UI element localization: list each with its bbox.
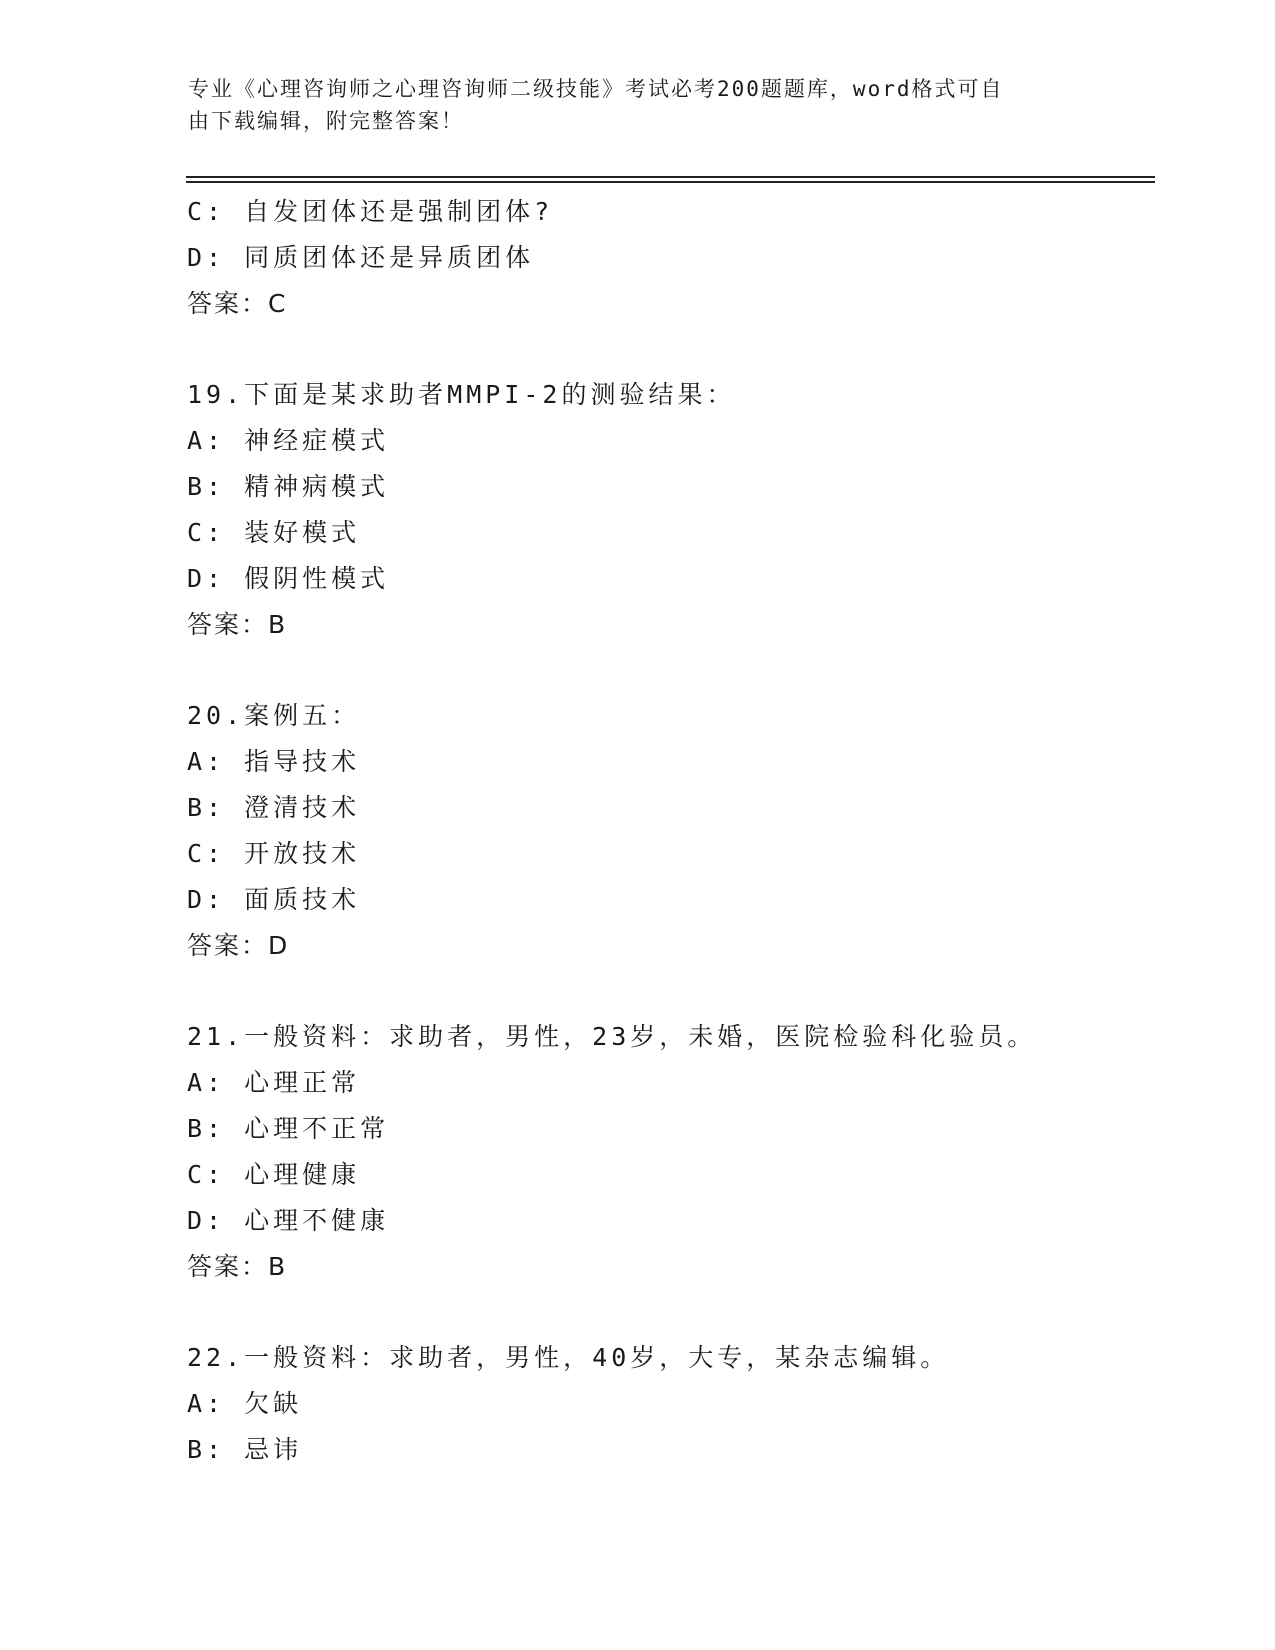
question-stem: 22.一般资料：求助者，男性，40岁，大专，某杂志编辑。: [187, 1343, 950, 1372]
header-divider-top: [186, 176, 1155, 178]
header-intro-line-1: 专业《心理咨询师之心理咨询师二级技能》考试必考200题题库，word格式可自: [188, 77, 1004, 101]
question-stem: 20.案例五：: [187, 701, 361, 730]
option-b: B: 精神病模式: [187, 472, 390, 501]
answer-line: 答案：D: [187, 931, 290, 960]
question-21: [187, 1014, 1187, 1290]
answer-line: 答案：B: [187, 1252, 288, 1281]
option-c: C: 心理健康: [187, 1160, 361, 1189]
question-list: [187, 189, 1187, 1473]
question-19: [187, 372, 1187, 648]
option-a: A: 神经症模式: [187, 426, 390, 455]
spacer: [187, 1290, 1187, 1335]
question-18-continued: [187, 189, 1187, 327]
option-a: A: 心理正常: [187, 1068, 361, 1097]
question-20: [187, 693, 1187, 969]
option-b: B: 心理不正常: [187, 1114, 390, 1143]
option-d: D: 假阴性模式: [187, 564, 390, 593]
spacer: [187, 969, 1187, 1014]
question-22: [187, 1335, 1187, 1473]
option-a: A: 欠缺: [187, 1389, 303, 1418]
question-stem: 19.下面是某求助者MMPI-2的测验结果：: [187, 380, 736, 409]
header-intro-line-2: 由下载编辑，附完整答案！: [188, 109, 464, 133]
option-b: B: 澄清技术: [187, 793, 361, 822]
question-stem: 21.一般资料：求助者，男性，23岁，未婚，医院检验科化验员。: [187, 1022, 1037, 1051]
spacer: [187, 327, 1187, 372]
option-d: D: 同质团体还是异质团体: [187, 243, 535, 272]
header-divider-bottom: [186, 181, 1155, 183]
answer-line: 答案：B: [187, 610, 288, 639]
option-c: C: 装好模式: [187, 518, 361, 547]
document-header: [188, 73, 1068, 137]
answer-line: 答案：C: [187, 289, 288, 318]
option-d: D: 心理不健康: [187, 1206, 390, 1235]
option-a: A: 指导技术: [187, 747, 361, 776]
option-c: C: 开放技术: [187, 839, 361, 868]
option-d: D: 面质技术: [187, 885, 361, 914]
option-b: B: 忌讳: [187, 1435, 303, 1464]
spacer: [187, 648, 1187, 693]
option-c: C: 自发团体还是强制团体?: [187, 197, 554, 226]
